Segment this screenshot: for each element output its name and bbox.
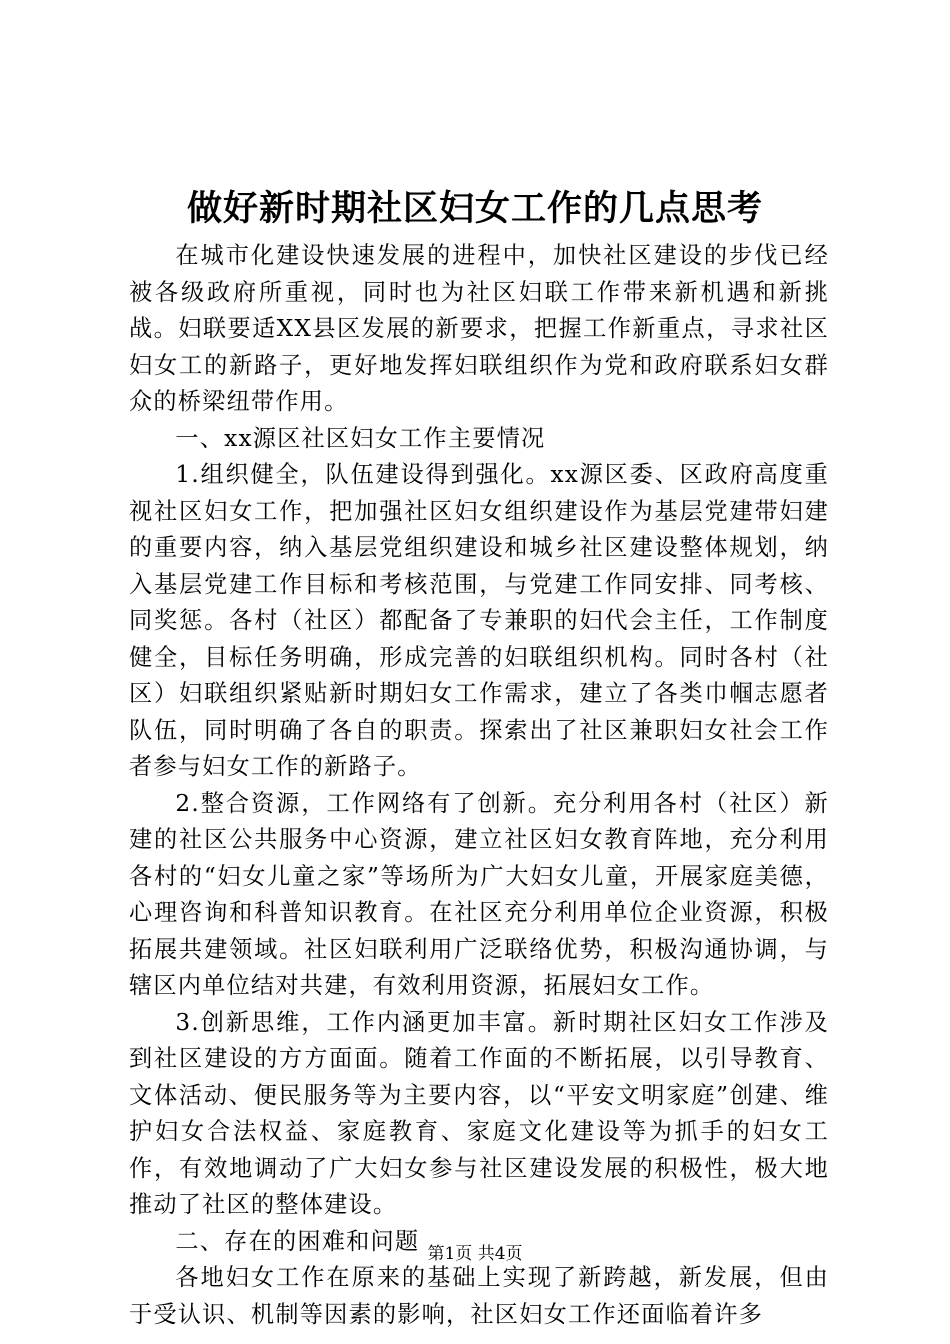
paragraph-intro: 在城市化建设快速发展的进程中，加快社区建设的步伐已经被各级政府所重视，同时也为社区妇联工作带来新机遇和新挑战。妇联要适XX县区发展的新要求，把握工作新重点，寻求社区妇女工的新路子，更好地发挥妇联组织作为党和政府联系妇女群众的桥梁纽带作用。 [129, 242, 829, 415]
paragraph-organization: 1.组织健全，队伍建设得到强化。xx源区委、区政府高度重视社区妇女工作，把加强社区妇女组织建设作为基层党建带妇建的重要内容，纳入基层党组织建设和城乡社区建设整体规划，纳入基层党建工作目标和考核范围，与党建工作同安排、同考核、同奖惩。各村（社区）都配备了专兼职的妇代会主任，工作制度健全，目标任务明确，形成完善的妇联组织机构。同时各村（社区）妇联组织紧贴新时期妇女工作需求，建立了各类巾帼志愿者队伍，同时明确了各自的职责。探索出了社区兼职妇女社会工作者参与妇女工作的新路子。 [129, 461, 829, 780]
document-title: 做好新时期社区妇女工作的几点思考 [186, 188, 763, 229]
document-body [129, 238, 829, 1333]
section-heading-1: 一、xx源区社区妇女工作主要情况 [175, 424, 546, 452]
paragraph-problems: 各地妇女工作在原来的基础上实现了新跨越，新发展，但由于受认识、机制等因素的影响，社区妇女工作还面临着许多 [129, 1264, 829, 1328]
paragraph-resources: 2.整合资源，工作网络有了创新。充分利用各村（社区）新建的社区公共服务中心资源，建立社区妇女教育阵地，充分利用各村的“妇女儿童之家”等场所为广大妇女儿童，开展家庭美德，心理咨询和科普知识教育。在社区充分利用单位企业资源，积极拓展共建领域。社区妇联利用广泛联络优势，积极沟通协调，与辖区内单位结对共建，有效利用资源，拓展妇女工作。 [129, 789, 829, 999]
page-number-footer: 第1页 共4页 [427, 1244, 523, 1264]
section-heading-2: 二、存在的困难和问题 [175, 1227, 420, 1255]
paragraph-innovation: 3.创新思维，工作内涵更加丰富。新时期社区妇女工作涉及到社区建设的方方面面。随着工作面的不断拓展，以引导教育、文体活动、便民服务等为主要内容，以“平安文明家庭”创建、维护妇女合法权益、家庭教育、家庭文化建设等为抓手的妇女工作，有效地调动了广大妇女参与社区建设发展的积极性，极大地推动了社区的整体建设。 [129, 1008, 829, 1218]
